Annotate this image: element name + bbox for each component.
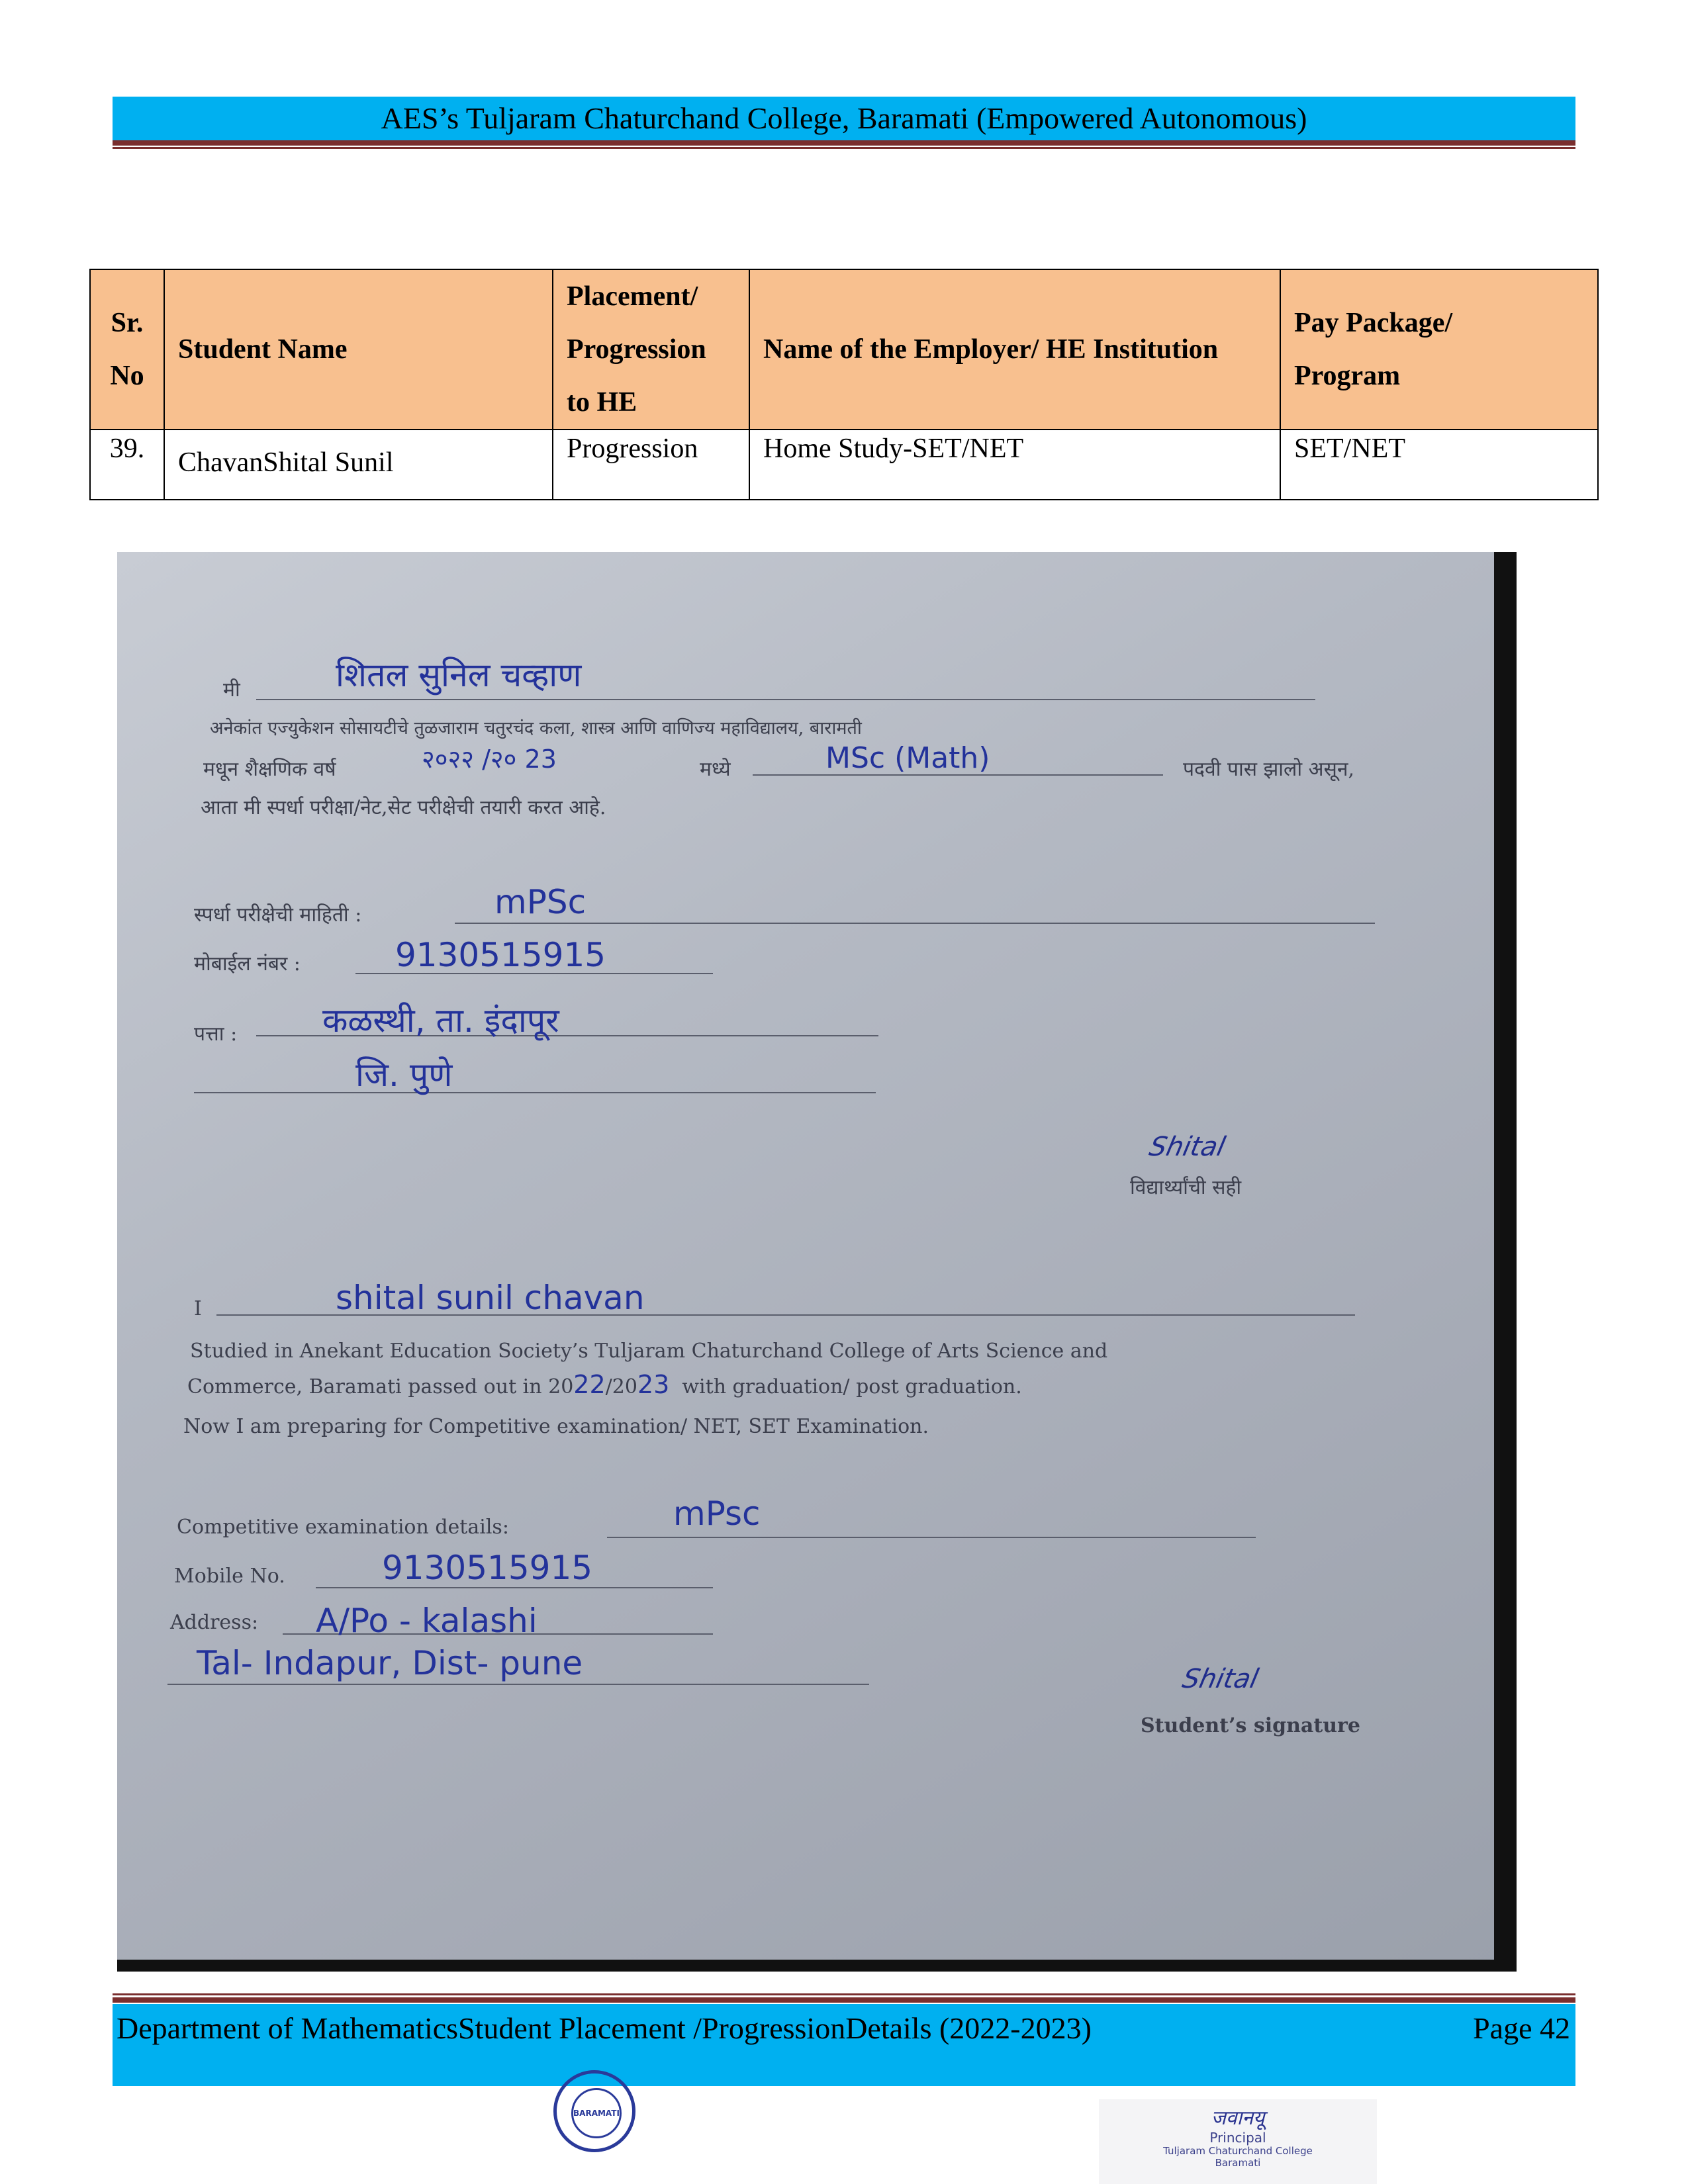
mr-line3-mid: मध्ये	[700, 758, 731, 781]
en-address-handwritten1: A/Po - kalashi	[316, 1602, 538, 1640]
mr-exam-rule	[455, 923, 1375, 924]
header-employer: Name of the Employer/ HE Institution	[749, 269, 1280, 430]
en-year-to-hw: 23	[637, 1370, 670, 1399]
mr-line2: अनेकांत एज्युकेशन सोसायटीचे तुळजाराम चतुरचंद कला, शास्त्र आणि वाणिज्य महाविद्यालय, बारामती	[210, 718, 862, 739]
photo-dark-bottom	[117, 1960, 1517, 1972]
mr-address-label: पत्ता :	[194, 1023, 238, 1046]
header-placement-line3: to HE	[567, 387, 637, 418]
principal-title: Principal	[1209, 2130, 1266, 2146]
mr-line1-rule	[256, 699, 1315, 700]
cell-employer: Home Study-SET/NET	[749, 430, 1280, 500]
en-exam-handwritten: mPsc	[673, 1494, 761, 1533]
cell-sr: 39.	[90, 430, 164, 500]
photo-dark-edge	[1494, 552, 1517, 1972]
mr-mobile-label: मोबाईल नंबर :	[194, 952, 301, 976]
header-pay-line2: Program	[1294, 361, 1401, 391]
en-studied-line2	[187, 1370, 1022, 1399]
mr-line4: आता मी स्पर्धा परीक्षा/नेट,सेट परीक्षेची तयारी करत आहे.	[201, 796, 606, 819]
en-address-rule2	[167, 1684, 869, 1685]
page-header	[113, 97, 1575, 140]
mr-exam-handwritten: mPSc	[494, 883, 586, 921]
seal-text: BARAMATI	[571, 2088, 622, 2138]
mr-sign-label: विद्यार्थ्यांची सही	[1130, 1176, 1242, 1199]
en-name-handwritten: shital sunil chavan	[336, 1279, 645, 1317]
en-exam-label: Competitive examination details:	[177, 1516, 509, 1539]
principal-stamp	[1099, 2099, 1377, 2184]
en-mobile-label: Mobile No.	[174, 1565, 285, 1588]
header-placement	[553, 269, 749, 430]
en-exam-rule	[607, 1537, 1256, 1538]
en-studied-line2c: with graduation/ post graduation.	[682, 1375, 1022, 1398]
header-placement-line1: Placement/	[567, 281, 698, 312]
en-address-handwritten2: Tal- Indapur, Dist- pune	[197, 1644, 583, 1682]
cell-pay-package: SET/NET	[1280, 430, 1598, 500]
mr-line3-suffix: पदवी पास झालो असून,	[1183, 758, 1355, 781]
principal-place: Baramati	[1215, 2157, 1261, 2169]
page-footer	[113, 2004, 1575, 2086]
footer-rule-thin	[113, 1993, 1575, 1995]
mr-year-handwritten: २०२२ /२० 23	[422, 745, 557, 774]
mr-address-rule2	[194, 1092, 876, 1093]
en-i-label: I	[194, 1297, 202, 1320]
mr-exam-label: स्पर्धा परीक्षेची माहिती :	[194, 903, 362, 927]
placement-table	[89, 269, 1599, 500]
header-sr-no	[90, 269, 164, 430]
principal-college: Tuljaram Chaturchand College	[1163, 2145, 1313, 2157]
en-studied-line2b: /20	[605, 1375, 637, 1398]
header-sr-line1: Sr.	[111, 308, 144, 338]
header-placement-line2: Progression	[567, 334, 706, 365]
mr-address-handwritten2: जि. पुणे	[355, 1056, 453, 1094]
en-preparing: Now I am preparing for Competitive examination/ NET, SET Examination.	[183, 1415, 929, 1438]
college-seal	[553, 2070, 635, 2152]
cell-student-name	[164, 430, 553, 500]
en-sign-label: Student’s signature	[1141, 1714, 1360, 1737]
mr-line3-prefix: मधून शैक्षणिक वर्ष	[203, 758, 336, 781]
en-studied-line1: Studied in Anekant Education Society’s Tuljaram Chaturchand College of Arts Science and	[190, 1340, 1108, 1363]
en-mobile-handwritten: 9130515915	[382, 1549, 593, 1587]
principal-signature: जवानयू	[1211, 2107, 1265, 2130]
student-name-text: ChavanShital Sunil	[178, 447, 394, 478]
footer-rule	[113, 1997, 1575, 2003]
cell-placement: Progression	[553, 430, 749, 500]
mr-mobile-handwritten: 9130515915	[395, 936, 606, 974]
en-mobile-rule	[316, 1587, 713, 1588]
page-number: Page 42	[1473, 2011, 1570, 2045]
table-row	[90, 430, 1598, 500]
en-signature: Shital	[1180, 1664, 1262, 1694]
table-header-row	[90, 269, 1598, 430]
header-rule	[113, 140, 1575, 146]
en-year-from-hw: 22	[573, 1370, 606, 1399]
footer-department: Department of MathematicsStudent Placement /ProgressionDetails (2022-2023)	[117, 2011, 1092, 2045]
mr-address-handwritten1: कळस्थी, ता. इंदापूर	[322, 1001, 559, 1040]
mr-degree-handwritten: MSc (Math)	[825, 741, 990, 775]
mr-signature: Shital	[1147, 1132, 1229, 1162]
header-rule-thin	[113, 147, 1575, 149]
header-pay-package	[1280, 269, 1598, 430]
en-studied-line2a: Commerce, Baramati passed out in 20	[187, 1375, 574, 1398]
mr-name-handwritten: शितल सुनिल चव्हाण	[336, 656, 582, 694]
header-sr-line2: No	[110, 361, 144, 391]
header-title: AES’s Tuljaram Chaturchand College, Baramati (Empowered Autonomous)	[381, 101, 1307, 135]
header-pay-line1: Pay Package/	[1294, 308, 1453, 338]
header-student-name: Student Name	[164, 269, 553, 430]
mr-line1-prefix: मी	[223, 678, 240, 702]
form-photo	[117, 552, 1517, 1972]
en-address-label: Address:	[170, 1611, 259, 1634]
